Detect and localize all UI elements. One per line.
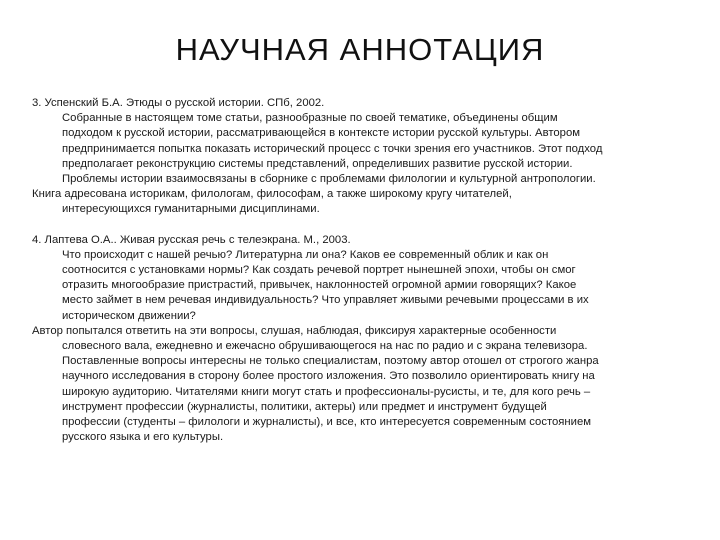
entry-3-heading: 3. Успенский Б.А. Этюды о русской истории. СПб, 2002. — [32, 97, 325, 109]
entry-3-line: Проблемы истории взаимосвязаны в сборнике с проблемами филологии и культурной антропологии. — [62, 173, 596, 186]
entry-3-line: подходом к русской истории, рассматривающейся в контексте истории русской культуры. Автором — [62, 127, 581, 140]
entry-4-line: широкую аудиторию. Читателями книги могут стать и профессионалы-русисты, и те, для кого речь – — [62, 385, 591, 398]
entry-4-line: Что происходит с нашей речью? Литературна ли она? Каков ее современный облик и как он — [62, 248, 549, 261]
entry-4-line: соотносится с установками нормы? Как создать речевой портрет нынешней эпохи, чтобы он смог — [62, 264, 576, 277]
page-title: НАУЧНАЯ АННОТАЦИЯ — [175, 32, 545, 67]
entry-4-line: русского языка и его культуры. — [62, 431, 224, 444]
entry-4-line: инструмент профессии (журналисты, политики, актеры) или предмет и инструмент будущей — [62, 400, 547, 413]
entry-4-line: профессии (студенты – филологи и журналисты), и все, кто интересуется современным состоянием — [62, 416, 592, 429]
entry-3-line: Книга адресована историкам, филологам, философам, а также широкому кругу читателей, — [32, 188, 512, 201]
entry-3-line: интересующихся гуманитарными дисциплинами. — [62, 203, 320, 216]
entry-3 — [32, 96, 692, 218]
entry-4-line: историческом движении? — [62, 309, 196, 322]
entry-3-line: предпринимается попытка показать исторический процесс с точки зрения его участников. Этот подход — [62, 142, 603, 155]
entry-4-heading: 4. Лаптева О.А.. Живая русская речь с телеэкрана. М., 2003. — [32, 233, 351, 246]
entry-3-line: предполагает реконструкцию системы представлений, определивших развитие русской истории. — [62, 157, 573, 170]
entry-4-line: Поставленные вопросы интересны не только специалистам, поэтому автор отошел от строгого жанра — [62, 355, 599, 368]
entry-4-line: научного исследования в сторону более простого изложения. Это позволило ориентировать книгу на — [62, 370, 595, 383]
entry-4-line: место займет в нем речевая индивидуальность? Что управляет живыми речевыми процессами в их — [62, 294, 589, 307]
annotation-body — [32, 96, 692, 445]
entry-4 — [32, 233, 692, 446]
entry-3-line: Собранные в настоящем томе статьи, разнообразные по своей тематике, объединены общим — [62, 112, 558, 125]
entry-4-line: отразить многообразие пристрастий, привычек, наклонностей огромной армии говорящих? Какое — [62, 279, 577, 292]
entry-4-line: Автор попытался ответить на эти вопросы, слушая, наблюдая, фиксируя характерные особенности — [32, 324, 557, 337]
spacer — [32, 218, 692, 233]
entry-4-line: словесного вала, ежедневно и ежечасно обрушивающегося на нас по радио и с экрана телевизора. — [62, 340, 588, 353]
